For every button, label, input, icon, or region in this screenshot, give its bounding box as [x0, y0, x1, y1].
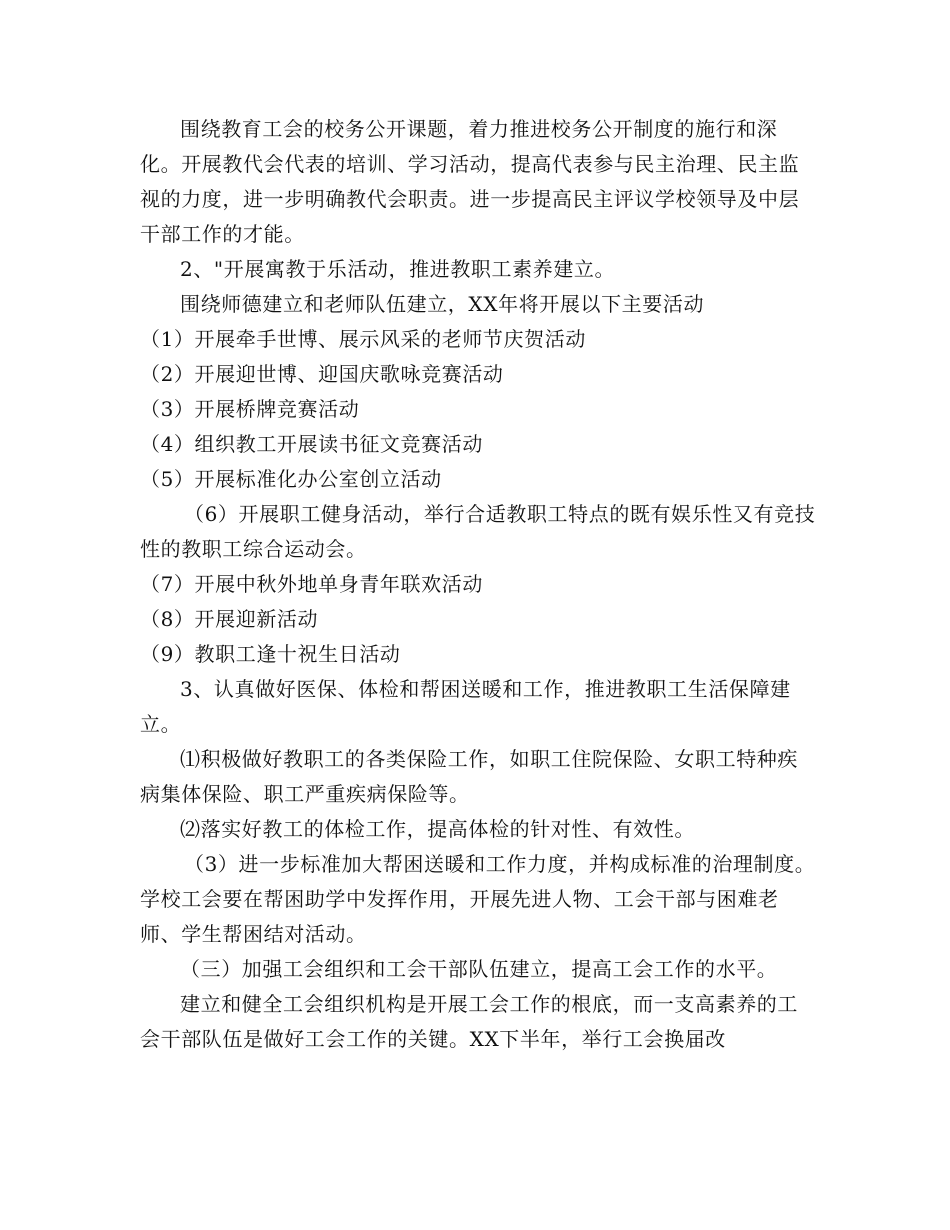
list-item-health-check: ⑵落实好教工的体检工作，提高体检的针对性、有效性。: [180, 817, 695, 841]
list-item-activity-7: （7）开展中秋外地单身青年联欢活动: [140, 572, 483, 596]
paragraph-union-organization: 建立和健全工会组织机构是开展工会工作的根底，而一支高素养的工会干部队伍是做好工会工作的关键。XX下半年，举行工会换届改: [140, 992, 798, 1051]
list-item-insurance: ⑴积极做好教职工的各类保险工作，如职工住院保险、女职工特种疾病集体保险、职工严重疾病保险等。: [140, 747, 798, 806]
list-item-activity-8: （8）开展迎新活动: [140, 607, 319, 631]
list-item-poverty-relief: （3）进一步标准加大帮困送暖和工作力度，并构成标准的治理制度。学校工会要在帮困助学中发挥作用，开展先进人物、工会干部与困难老师、学生帮困结对活动。: [140, 852, 816, 946]
list-item-activity-2: （2）开展迎世博、迎国庆歌咏竞赛活动: [140, 362, 504, 386]
list-item-activity-4: （4）组织教工开展读书征文竞赛活动: [140, 432, 483, 456]
document-body: [140, 112, 818, 1057]
paragraph-school-affairs: 围绕教育工会的校务公开课题，着力推进校务公开制度的施行和深化。开展教代会代表的培训、学习活动，提高代表参与民主治理、民主监视的力度，进一步明确教代会职责。进一步提高民主评议学校领导及中层干部工作的才能。: [140, 117, 800, 246]
paragraph-activities-intro: 围绕师德建立和老师队伍建立，XX年将开展以下主要活动: [180, 292, 705, 316]
list-item-activity-9: （9）教职工逢十祝生日活动: [140, 642, 401, 666]
list-item-activity-6: （6）开展职工健身活动，举行合适教职工特点的既有娱乐性又有竞技性的教职工综合运动会。: [140, 502, 816, 561]
heading-section-2: 2、"开展寓教于乐活动，推进教职工素养建立。: [180, 257, 616, 281]
list-item-activity-5: （5）开展标准化办公室创立活动: [140, 467, 442, 491]
list-item-activity-1: （1）开展牵手世博、展示风采的老师节庆贺活动: [140, 327, 586, 351]
list-item-activity-3: （3）开展桥牌竞赛活动: [140, 397, 360, 421]
heading-part-3: （三）加强工会组织和工会干部队伍建立，提高工会工作的水平。: [180, 957, 778, 981]
heading-section-3: 3、认真做好医保、体检和帮困送暖和工作，推进教职工生活保障建立。: [140, 677, 791, 736]
